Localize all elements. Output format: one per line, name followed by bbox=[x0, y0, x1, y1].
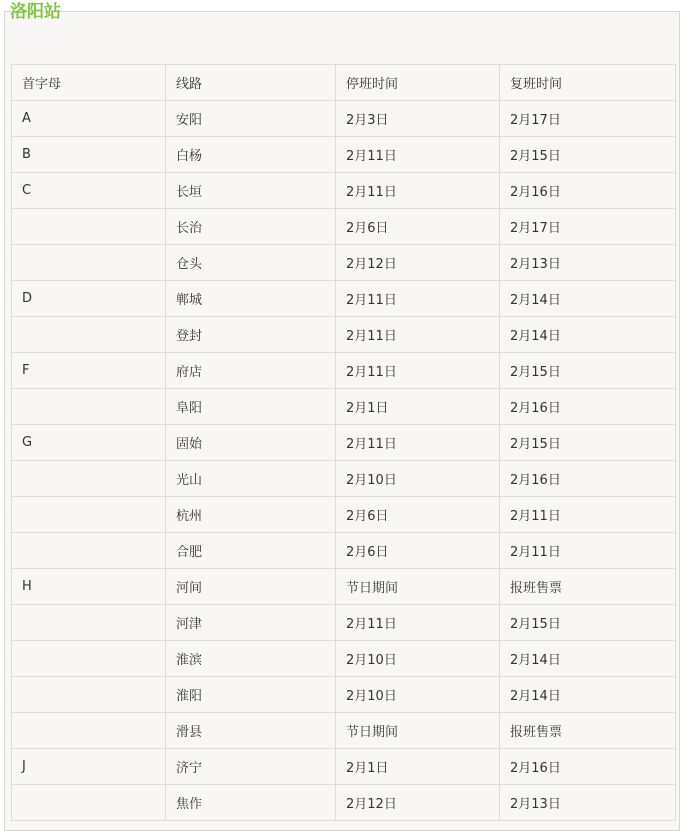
cell-resume-time: 报班售票 bbox=[500, 713, 676, 749]
table-row bbox=[12, 461, 676, 497]
cell-initial: C bbox=[12, 173, 166, 209]
cell-route: 济宁 bbox=[166, 749, 336, 785]
cell-stop-time: 2月10日 bbox=[336, 677, 500, 713]
cell-initial bbox=[12, 209, 166, 245]
cell-initial bbox=[12, 497, 166, 533]
cell-route: 光山 bbox=[166, 461, 336, 497]
cell-initial bbox=[12, 461, 166, 497]
cell-resume-time: 2月16日 bbox=[500, 173, 676, 209]
cell-route: 淮滨 bbox=[166, 641, 336, 677]
cell-initial bbox=[12, 713, 166, 749]
cell-initial: B bbox=[12, 137, 166, 173]
cell-initial bbox=[12, 641, 166, 677]
cell-route: 河津 bbox=[166, 605, 336, 641]
cell-initial: D bbox=[12, 281, 166, 317]
cell-route: 安阳 bbox=[166, 101, 336, 137]
cell-resume-time: 2月15日 bbox=[500, 353, 676, 389]
cell-route: 长垣 bbox=[166, 173, 336, 209]
cell-resume-time: 2月11日 bbox=[500, 497, 676, 533]
cell-route: 阜阳 bbox=[166, 389, 336, 425]
table-header-row bbox=[12, 65, 676, 101]
table-row bbox=[12, 245, 676, 281]
schedule-body bbox=[12, 101, 676, 821]
cell-route: 登封 bbox=[166, 317, 336, 353]
cell-stop-time: 节日期间 bbox=[336, 713, 500, 749]
cell-stop-time: 2月11日 bbox=[336, 281, 500, 317]
cell-initial: J bbox=[12, 749, 166, 785]
header-route: 线路 bbox=[166, 65, 336, 101]
cell-initial bbox=[12, 533, 166, 569]
cell-stop-time: 节日期间 bbox=[336, 569, 500, 605]
cell-stop-time: 2月6日 bbox=[336, 497, 500, 533]
table-row bbox=[12, 497, 676, 533]
header-resume-time: 复班时间 bbox=[500, 65, 676, 101]
cell-resume-time: 2月16日 bbox=[500, 461, 676, 497]
cell-stop-time: 2月6日 bbox=[336, 533, 500, 569]
cell-route: 固始 bbox=[166, 425, 336, 461]
cell-resume-time: 2月15日 bbox=[500, 605, 676, 641]
cell-stop-time: 2月10日 bbox=[336, 461, 500, 497]
cell-stop-time: 2月11日 bbox=[336, 353, 500, 389]
cell-resume-time: 2月16日 bbox=[500, 749, 676, 785]
cell-stop-time: 2月3日 bbox=[336, 101, 500, 137]
cell-stop-time: 2月6日 bbox=[336, 209, 500, 245]
table-row bbox=[12, 425, 676, 461]
cell-resume-time: 2月13日 bbox=[500, 785, 676, 821]
cell-route: 河间 bbox=[166, 569, 336, 605]
cell-initial bbox=[12, 245, 166, 281]
cell-route: 仓头 bbox=[166, 245, 336, 281]
cell-initial bbox=[12, 317, 166, 353]
table-row bbox=[12, 101, 676, 137]
table-row bbox=[12, 209, 676, 245]
cell-resume-time: 2月14日 bbox=[500, 317, 676, 353]
cell-resume-time: 报班售票 bbox=[500, 569, 676, 605]
cell-resume-time: 2月17日 bbox=[500, 101, 676, 137]
cell-route: 白杨 bbox=[166, 137, 336, 173]
cell-initial: G bbox=[12, 425, 166, 461]
cell-route: 长治 bbox=[166, 209, 336, 245]
header-stop-time: 停班时间 bbox=[336, 65, 500, 101]
cell-initial: H bbox=[12, 569, 166, 605]
cell-stop-time: 2月10日 bbox=[336, 641, 500, 677]
table-row bbox=[12, 569, 676, 605]
cell-initial: A bbox=[12, 101, 166, 137]
table-row bbox=[12, 605, 676, 641]
table-row bbox=[12, 137, 676, 173]
table-row bbox=[12, 317, 676, 353]
cell-resume-time: 2月13日 bbox=[500, 245, 676, 281]
cell-resume-time: 2月15日 bbox=[500, 137, 676, 173]
cell-initial bbox=[12, 677, 166, 713]
cell-initial bbox=[12, 389, 166, 425]
table-row bbox=[12, 389, 676, 425]
table-row bbox=[12, 785, 676, 821]
cell-resume-time: 2月14日 bbox=[500, 281, 676, 317]
table-row bbox=[12, 533, 676, 569]
cell-stop-time: 2月12日 bbox=[336, 785, 500, 821]
table-row bbox=[12, 281, 676, 317]
cell-stop-time: 2月11日 bbox=[336, 173, 500, 209]
table-row bbox=[12, 353, 676, 389]
cell-resume-time: 2月14日 bbox=[500, 641, 676, 677]
schedule-panel bbox=[4, 11, 680, 831]
table-row bbox=[12, 677, 676, 713]
cell-resume-time: 2月14日 bbox=[500, 677, 676, 713]
cell-route: 郸城 bbox=[166, 281, 336, 317]
table-row bbox=[12, 641, 676, 677]
cell-stop-time: 2月11日 bbox=[336, 605, 500, 641]
cell-stop-time: 2月11日 bbox=[336, 425, 500, 461]
cell-stop-time: 2月1日 bbox=[336, 389, 500, 425]
cell-stop-time: 2月1日 bbox=[336, 749, 500, 785]
cell-route: 合肥 bbox=[166, 533, 336, 569]
cell-route: 淮阳 bbox=[166, 677, 336, 713]
station-title: 洛阳站 bbox=[10, 2, 61, 22]
table-row bbox=[12, 173, 676, 209]
cell-initial bbox=[12, 605, 166, 641]
cell-stop-time: 2月12日 bbox=[336, 245, 500, 281]
cell-stop-time: 2月11日 bbox=[336, 137, 500, 173]
cell-route: 焦作 bbox=[166, 785, 336, 821]
cell-route: 杭州 bbox=[166, 497, 336, 533]
cell-resume-time: 2月17日 bbox=[500, 209, 676, 245]
table-row bbox=[12, 713, 676, 749]
cell-resume-time: 2月16日 bbox=[500, 389, 676, 425]
cell-resume-time: 2月11日 bbox=[500, 533, 676, 569]
cell-initial bbox=[12, 785, 166, 821]
cell-stop-time: 2月11日 bbox=[336, 317, 500, 353]
schedule-table bbox=[11, 64, 676, 821]
cell-route: 府店 bbox=[166, 353, 336, 389]
table-row bbox=[12, 749, 676, 785]
cell-route: 滑县 bbox=[166, 713, 336, 749]
header-initial: 首字母 bbox=[12, 65, 166, 101]
cell-resume-time: 2月15日 bbox=[500, 425, 676, 461]
cell-initial: F bbox=[12, 353, 166, 389]
